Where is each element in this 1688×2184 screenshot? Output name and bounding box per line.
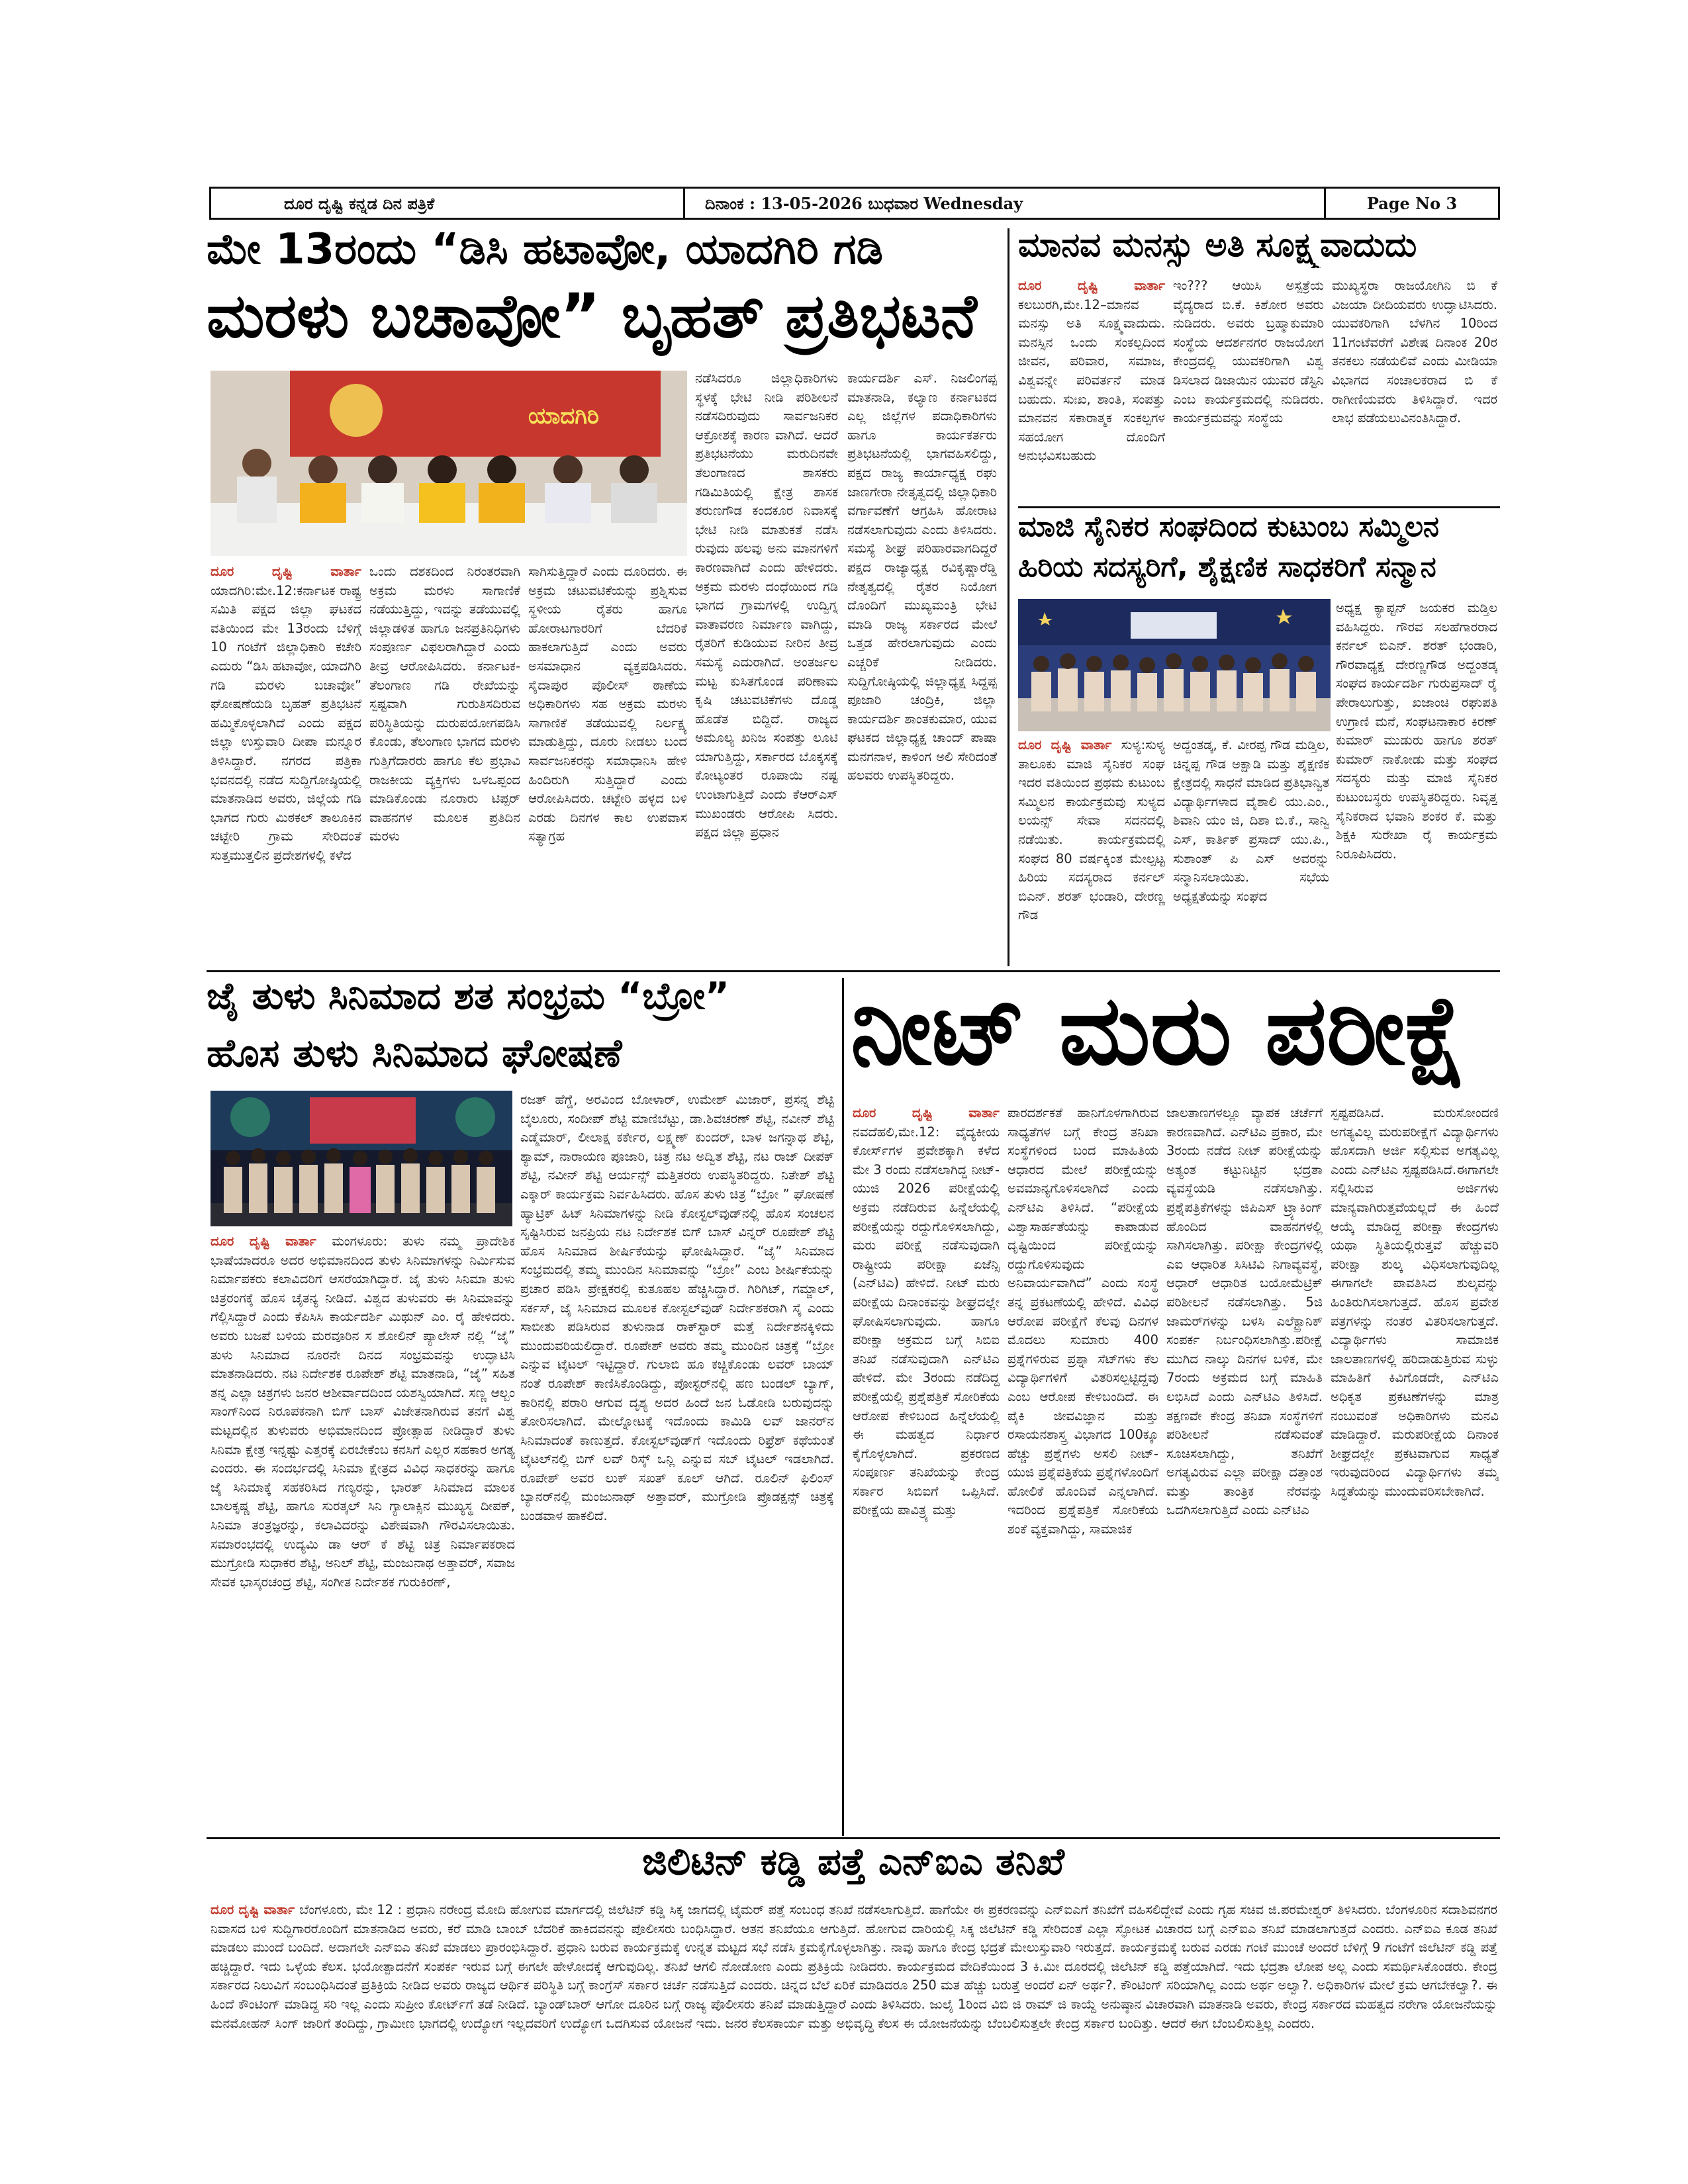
story4-headline-line2: ಹೊಸ ತುಳು ಸಿನಿಮಾದ ಘೋಷಣೆ	[207, 1034, 622, 1075]
story2-byline: ದೂರ ದೃಷ್ಟಿ ವಾರ್ತಾ	[1018, 278, 1165, 293]
section-divider	[207, 970, 1500, 972]
issue-date: ದಿನಾಂಕ : 13-05-2026 ಬುಧವಾರ Wednesday	[705, 193, 1023, 213]
banner-text: ಯಾದಗಿರಿ	[528, 403, 599, 430]
story2-column-c: ಮುಖ್ಯಸ್ಥರಾ ರಾಜಯೋಗಿನಿ ಬಿ ಕೆ ವಿಜಯಾ ದೀದಿಯವರು ಉದ್ಘಾಟಿಸಿದರು. ಯುವಕರಿಗಾಗಿ ಬೆಳಗಿನ 10ರಿಂದ 11ಗಂಟೆವರೆಗೆ ವಿಶೇಷ ದಿನಾಂಕ 20ರ ತನಕಲು ನಡೆಯಲಿವೆ ಎಂದು ಮೀಡಿಯಾ ವಿಭಾಗದ ಸಂಚಾಲಕರಾದ ಬಿ ಕೆ ರಾಗೀಣಿಯವರು ತಿಳಿಸಿದ್ದಾರೆ. ಇದರ ಲಾಭ ಪಡೆಯಲುವಿನಂತಿಸಿದ್ದಾರೆ.	[1332, 278, 1497, 426]
story3-headline-line2: ಹಿರಿಯ ಸದಸ್ಯರಿಗೆ, ಶೈಕ್ಷಣಿಕ ಸಾಧಕರಿಗೆ ಸನ್ಮಾನ	[1018, 553, 1436, 584]
story6-headline: ಜಿಲಿಟಿನ್ ಕಡ್ಡಿ ಪತ್ತೆ ಎನ್‌ಐಎ ತನಿಖೆ	[642, 1844, 1064, 1884]
press-meet-image	[211, 371, 687, 556]
story1-column-a: ನಡೆಸಿದರೂ ಜಿಲ್ಲಾಧಿಕಾರಿಗಳು ಸ್ಥಳಕ್ಕೆ ಭೇಟಿ ನೀಡಿ ಪರಿಶೀಲನೆ ನಡೆಸದಿರುವುದು ಸಾರ್ವಜನಿಕರ ಆಕ್ರೋಶಕ್ಕೆ ಕಾರಣ ವಾಗಿದೆ. ಆದರೆ ಪ್ರತಿಭಟನೆಯು ಮರುದಿನವೇ ತೆಲಂಗಾಣದ ಶಾಸಕರು ಗಡಿಮಿತಿಯಲ್ಲಿ ಕ್ಷೇತ್ರ ಶಾಸಕ ತರುಣಗೌಡ ಕಂದಕೂರ ನಿವಾಸಕ್ಕೆ ಭೇಟಿ ನೀಡಿ ಮಾತುಕತೆ ನಡೆಸಿ ರುವುದು ಹಲವು ಅನು ಮಾನಗಳಿಗೆ ಕಾರಣವಾಗಿದೆ ಎಂದು ಹೇಳಿದರು. ಅಕ್ರಮ ಮರಳು ದಂಧೆಯಿಂದ ಗಡಿ ಭಾಗದ ಗ್ರಾಮಗಳಲ್ಲಿ ಉದ್ವಿಗ್ನ ವಾತಾವರಣ ನಿರ್ಮಾಣ ವಾಗಿದ್ದು, ರೈತರಿಗೆ ಕುಡಿಯುವ ನೀರಿನ ತೀವ್ರ ಸಮಸ್ಯೆ ಎದುರಾಗಿದೆ. ಅಂತರ್ಜಲ ಮಟ್ಟ ಕುಸಿತಗೊಂಡ ಪರಿಣಾಮ ಕೃಷಿ ಚಟುವಟಿಕೆಗಳು ದೊಡ್ಡ ಹೊಡೆತ ಬಿದ್ದಿದೆ. ರಾಜ್ಯದ ಅಮೂಲ್ಯ ಖನಿಜ ಸಂಪತ್ತು ಲೂಟಿ ಯಾಗುತ್ತಿದ್ದು, ಸರ್ಕಾರದ ಬೊಕ್ಕಸಕ್ಕೆ ಕೋಟ್ಯಂತರ ರೂಪಾಯಿ ನಷ್ಟ ಉಂಟಾಗುತ್ತಿದೆ ಎಂದು ಕೆಆರ್‌ಎಸ್ ಮುಖಂಡರು ಆರೋಪಿ ಸಿದರು. ಪಕ್ಷದ ಜಿಲ್ಲಾ ಪ್ರಧಾನ	[695, 371, 838, 841]
story1-headline-line2: ಮರಳು ಬಚಾವೋ” ಬೃಹತ್ ಪ್ರತಿಭಟನೆ	[207, 286, 977, 351]
story4-byline: ದೂರ ದೃಷ್ಟಿ ವಾರ್ತಾ	[211, 1234, 332, 1249]
story3-column-c: ಅಧ್ಯಕ್ಷ ಕ್ಯಾಪ್ಟನ್ ಜಯಕರ ಮಡ್ತಿಲ ವಹಿಸಿದ್ದರು. ಗೌರವ ಸಲಹೆಗಾರರಾದ ಕರ್ನಲ್ ಬಿಎನ್. ಶರತ್ ಭಂಡಾರಿ, ಗೌರವಾಧ್ಯಕ್ಷ ದೇರಣ್ಣಗೌಡ ಅದ್ದಂತಡ್ಕ ಸಂಘದ ಕಾರ್ಯದರ್ಶಿ ಗುರುಪ್ರಸಾದ್ ರೈ ಪೇರಾಲುಗುತ್ತು, ಖಜಾಂಚಿ ರಘುಪತಿ ಉಗ್ರಾಣಿ ಮನೆ, ಸಂಘಟನಾಕಾರ ಕಿರಣ್ ಕುಮಾರ್ ಮುಡುರು ಹಾಗೂ ಶರತ್ ಕುಮಾರ್ ನಾಕೋಡು ಮತ್ತು ಸಂಘದ ಸದಸ್ಯರು ಮತ್ತು ಮಾಜಿ ಸೈನಿಕರ ಕುಟುಂಬಸ್ಥರು ಉಪಸ್ಥಿತರಿದ್ದರು. ನಿವೃತ್ತ ಸೈನಿಕರಾದ ಭವಾನಿ ಶಂಕರ ಕೆ. ಮತ್ತು ಶಿಕ್ಷಕಿ ಸುರೇಖಾ ರೈ ಕಾರ್ಯಕ್ರಮ ನಿರೂಪಿಸಿದರು.	[1336, 600, 1497, 862]
story1-column-d: ಒಂದು ದಶಕದಿಂದ ನಿರಂತರವಾಗಿ ಅಕ್ರಮ ಮರಳು ಸಾಗಾಣಿಕೆ ನಡೆಯುತ್ತಿದ್ದು, ಇದನ್ನು ತಡೆಯುವಲ್ಲಿ ಜಿಲ್ಲಾಡಳಿತ ಹಾಗೂ ಜನಪ್ರತಿನಿಧಿಗಳು ಸಂಪೂರ್ಣ ವಿಫಲರಾಗಿದ್ದಾರೆ ಎಂದು ತೀವ್ರ ಆರೋಪಿಸಿದರು. ಕರ್ನಾಟಕ-ತೆಲಂಗಾಣ ಗಡಿ ರೇಖೆಯನ್ನು ಸ್ಪಷ್ಟವಾಗಿ ಗುರುತಿಸದಿರುವ ಪರಿಸ್ಥಿತಿಯನ್ನು ದುರುಪಯೋಗಪಡಿಸಿ ಕೊಂಡು, ತೆಲಂಗಾಣ ಭಾಗದ ಮರಳು ಗುತ್ತಿಗೆದಾರರು ಹಾಗೂ ಕೆಲ ಪ್ರಭಾವಿ ರಾಜಕೀಯ ವ್ಯಕ್ತಿಗಳು ಒಳಒಪ್ಪಂದ ಮಾಡಿಕೊಂಡು ನೂರಾರು ಟಿಪ್ಪರ್ ವಾಹನಗಳ ಮೂಲಕ ಪ್ರತಿದಿನ ಮರಳು	[369, 564, 520, 844]
column-divider-2	[842, 978, 844, 1836]
story5-byline: ದೂರ ದೃಷ್ಟಿ ವಾರ್ತಾ	[853, 1105, 1000, 1120]
story3-column-b: ಅದ್ದಂತಡ್ಕ, ಕೆ. ವೀರಪ್ಪ ಗೌಡ ಮಡ್ತಿಲ, ಚಿನ್ನಪ್ಪ ಗೌಡ ಅಕ್ಷಾಡಿ ಮತ್ತು ಶೈಕ್ಷಣಿಕ ಕ್ಷೇತ್ರದಲ್ಲಿ ಸಾಧನೆ ಮಾಡಿದ ಪ್ರತಿಭಾನ್ವಿತ ವಿದ್ಯಾರ್ಥಿಗಳಾದ ವೈಶಾಲಿ ಯು.ಎಂ., ಶಿವಾನಿ ಯಂ ಜಿ, ದಿಶಾ ಬಿ.ಕೆ., ಸಾನ್ವಿ ಎಸ್, ಕಾರ್ತಿಕ್ ಪ್ರಸಾದ್ ಯು.ಪಿ., ಸುಶಾಂತ್ ಪಿ ಎಸ್ ಅವರನ್ನು ಸನ್ಮಾನಿಸಲಾಯಿತು. ಸಭೆಯ ಅಧ್ಯಕ್ಷತೆಯನ್ನು ಸಂಘದ	[1173, 737, 1329, 904]
page-number: Page No 3	[1324, 189, 1498, 218]
story3-photo	[1018, 599, 1331, 731]
story1-headline-line1: ಮೇ 13ರಂದು “ಡಿಸಿ ಹಟಾವೋ, ಯಾದಗಿರಿ ಗಡಿ	[207, 228, 883, 274]
story1-column-e: ಸಾಗಿಸುತ್ತಿದ್ದಾರೆ ಎಂದು ದೂರಿದರು. ಈ ಅಕ್ರಮ ಚಟುವಟಿಕೆಯನ್ನು ಪ್ರಶ್ನಿಸುವ ಸ್ಥಳೀಯ ರೈತರು ಹಾಗೂ ಹೋರಾಟಗಾರರಿಗೆ ಬೆದರಿಕೆ ಹಾಕಲಾಗುತ್ತಿದೆ ಎಂದು ಅವರು ಅಸಮಾಧಾನ ವ್ಯಕ್ತಪಡಿಸಿದರು. ಸೈದಾಪುರ ಪೊಲೀಸ್ ಠಾಣೆಯ ಅಧಿಕಾರಿಗಳು ಸಹ ಅಕ್ರಮ ಮರಳು ಸಾಗಾಣಿಕೆ ತಡೆಯುವಲ್ಲಿ ನಿರ್ಲಕ್ಷ್ಯ ಮಾಡುತ್ತಿದ್ದು, ದೂರು ನೀಡಲು ಬಂದ ಸಾರ್ವಜನಿಕರನ್ನು ಸಮಾಧಾನಿಸಿ ಹೇಳಿ ಹಿಂದಿರುಗಿ ಸುತ್ತಿದ್ದಾರೆ ಎಂದು ಆರೋಪಿಸಿದರು. ಚಟ್ಟೇರಿ ಹಳ್ಳದ ಬಳಿ ಎರಡು ದಿನಗಳ ಕಾಲ ಉಪವಾಸ ಸತ್ಯಾಗ್ರಹ	[528, 564, 687, 844]
story6-body: ದೂರ ದೃಷ್ಟಿ ವಾರ್ತಾ ಬೆಂಗಳೂರು, ಮೇ 12 : ಪ್ರಧಾನಿ ನರೇಂದ್ರ ಮೋದಿ ಹೋಗುವ ಮಾರ್ಗದಲ್ಲಿ ಜಿಲೆಟಿನ್ ಕಡ್ಡಿ ಸಿಕ್ಕ ಜಾಗದಲ್ಲಿ ಟೈಮರ್ ಪತ್ತೆ ಸಂಬಂಧ ತನಿಖೆ ನಡೆಸಲಾಗುತ್ತಿದೆ. ಹಾಗೆಯೇ ಈ ಪ್ರಕರಣವನ್ನು ಎನ್‌ಐಎಗೆ ತನಿಖೆಗೆ ವಹಿಸಲಿದ್ದೇವೆ ಎಂದು ಗೃಹ ಸಚಿವ ಜಿ.ಪರಮೇಶ್ವರ್ ತಿಳಿಸಿದರು. ಬೆಂಗಳೂರಿನ ಸದಾಶಿವನಗರ ನಿವಾಸದ ಬಳಿ ಸುದ್ದಿಗಾರರೊಂದಿಗೆ ಮಾತನಾಡಿದ ಅವರು, ಕರೆ ಮಾಡಿ ಬಾಂಬ್ ಬೆದರಿಕೆ ಹಾಕಿದವನನ್ನು ಪೊಲೀಸರು ಬಂಧಿಸಿದ್ದಾರೆ. ಆತನ ತನಿಖೆಯೂ ಆಗುತ್ತಿದೆ. ಹೋಗುವ ದಾರಿಯಲ್ಲಿ ಸಿಕ್ಕ ಜಿಲೆಟಿನ್ ಕಡ್ಡಿ ಸೇರಿದಂತೆ ಎಲ್ಲಾ ಸ್ಫೋಟಕ ವಿಚಾರದ ಬಗ್ಗೆ ಎನ್‌ಐಎ ತನಿಖೆ ಮಾಡಲಾಗುತ್ತದೆ ಎಂದರು. ಎನ್‌ಐಎ ಕೂಡ ತನಿಖೆ ಮಾಡಲು ಮುಂದೆ ಬಂದಿದೆ. ಅದಾಗಲೇ ಎನ್‌ಐಎ ತನಿಖೆ ಮಾಡಲು ಪ್ರಾರಂಭಿಸಿದ್ದಾರೆ. ಪ್ರಧಾನಿ ಬರುವ ಕಾರ್ಯಕ್ರಮಕ್ಕೆ ಉನ್ನತ ಮಟ್ಟದ ಸಭೆ ನಡೆಸಿ ಕ್ರಮಕೈಗೊಳ್ಳಲಾಗಿತ್ತು. ನಾವು ಹಾಗೂ ಕೇಂದ್ರ ಭದ್ರತೆ ಮೇಲುಸ್ತುವಾರಿ ಇರುತ್ತದೆ. ಕಾರ್ಯಕ್ರಮಕ್ಕೆ ಬರುವ ಎರಡು ಗಂಟೆ ಮುಂಚೆ ಅಂದರೆ ಬೆಳಿಗ್ಗೆ 9 ಗಂಟೆಗೆ ಜಿಲೆಟಿನ್ ಕಡ್ಡಿ ಪತ್ತೆ ಹಚ್ಚಿದ್ದಾರೆ. ಇದು ಒಳ್ಳೆಯ ಕೆಲಸ. ಭಯೋತ್ಪಾದನೆಗೆ ಸಂಪರ್ಕ ಇರುವ ಬಗ್ಗೆ ಈಗಲೇ ಹೇಳೋದಕ್ಕೆ ಆಗುವುದಿಲ್ಲ. ತನಿಖೆ ಆಗಲಿ ನೋಡೋಣ ಎಂದು ಪ್ರತಿಕ್ರಿಯೆ ನೀಡಿದರು. ಕಾರ್ಯಕ್ರಮದ ವೇದಿಕೆಯಿಂದ 3 ಕಿ.ಮೀ ದೂರದಲ್ಲಿ ಜಿಲೆಟಿನ್ ಕಡ್ಡಿ ಪತ್ತೆಯಾಗಿದೆ. ಇದು ಭದ್ರತಾ ಲೋಪ ಅಲ್ಲ ಎಂದು ಸಮರ್ಥಿಸಿಕೊಂಡರು. ಕೇಂದ್ರ ಸರ್ಕಾರದ ನಿಲುವಿಗೆ ಸಂಬಂಧಿಸಿದಂತೆ ಪ್ರತಿಕ್ರಿಯೆ ನೀಡಿದ ಅವರು ರಾಜ್ಯದ ಆರ್ಥಿಕ ಪರಿಸ್ಥಿತಿ ಬಗ್ಗೆ ಕಾಂಗ್ರೆಸ್ ಸರ್ಕಾರ ಚರ್ಚೆ ನಡೆಸುತ್ತಿದೆ ಎಂದರು. ಚಿನ್ನದ ಬೆಲೆ ಏರಿಕೆ ಮಾಡಿದರೂ 250 ಮತ ಹೆಚ್ಚು ಬರುತ್ತೆ ಅಂದರೆ ಏನ್ ಅರ್ಥ?. ಕೌಂಟಿಂಗ್ ಸರಿಯಾಗಿಲ್ಲ ಎಂದು ಅರ್ಥ ಅಲ್ವಾ?. ಅಧಿಕಾರಿಗಳ ಮೇಲೆ ಕ್ರಮ ಆಗಬೇಕಲ್ವಾ?. ಈ ಹಿಂದೆ ಕೌಂಟಿಂಗ್ ಮಾಡಿದ್ದ ಸರಿ ಇಲ್ಲ ಎಂದು ಸುಪ್ರೀಂ ಕೋರ್ಟ್‌ಗೆ ತಡೆ ನೀಡಿದೆ. ಬ್ಯಾಂಡ್‌ಬಾರ್ ಆಗೋ ದೂರಿನ ಬಗ್ಗೆ ರಾಜ್ಯ ಪೊಲೀಸರು ತನಿಖೆ ಮಾಡುತ್ತಿದ್ದಾರೆ ಎಂದು ತಿಳಿಸಿದರು. ಜುಲೈ 1ರಿಂದ ವಿಬಿ ಜಿ ರಾಮ್ ಜಿ ಕಾಯ್ದೆ ಅನುಷ್ಠಾನ ವಿಚಾರವಾಗಿ ಮಾತನಾಡಿ ಅವರು, ಕೇಂದ್ರ ಸರ್ಕಾರದ ಮಹತ್ವದ ನರೇಗಾ ಯೋಜನೆಯನ್ನು ಮನಮೋಹನ್ ಸಿಂಗ್ ಜಾರಿಗೆ ತಂದಿದ್ದು, ಗ್ರಾಮೀಣ ಭಾಗದಲ್ಲಿ ಉದ್ಯೋಗ ಇಲ್ಲದವರಿಗೆ ಉದ್ಯೋಗ ಒದಗಿಸುವ ಯೋಜನೆ ಇದು. ಜನರ ಕೆಲಸಕಾರ್ಯ ಮತ್ತು ಅಭಿವೃದ್ಧಿ ಕೆಲಸ ಈ ಯೋಜನೆಯನ್ನು ಬೆಂಬಲಿಸುತ್ತಲೇ ಕೇಂದ್ರ ಸರ್ಕಾರ ಬಂದಿತ್ತು. ಆದರೆ ಈಗ ಬೆಂಬಲಿಸುತ್ತಿಲ್ಲ ಎಂದರು.	[211, 1902, 1497, 2031]
story4-column-left: ದೂರ ದೃಷ್ಟಿ ವಾರ್ತಾ ಮಂಗಳೂರು: ತುಳು ನಮ್ಮ ಪ್ರಾದೇಶಿಕ ಭಾಷೆಯಾದರೂ ಅದರ ಅಭಿಮಾನದಿಂದ ತುಳು ಸಿನಿಮಾಗಳನ್ನು ನಿರ್ಮಿಸುವ ನಿರ್ಮಾಪಕರು ಕಲಾವಿದರಿಗೆ ಆಸರೆಯಾಗಿದ್ದಾರೆ. ಜೈ ತುಳು ಸಿನಿಮಾ ತುಳು ಚಿತ್ರರಂಗಕ್ಕೆ ಹೊಸ ಚೈತನ್ಯ ನೀಡಿದೆ. ವಿಶ್ವದ ತುಳುವರು ಈ ಸಿನಿಮಾವನ್ನು ಗೆಲ್ಲಿಸಿದ್ದಾರೆ ಎಂದು ಕೆಪಿಸಿಸಿ ಕಾರ್ಯದರ್ಶಿ ಮಿಥುನ್ ಎಂ. ರೈ ಹೇಳಿದರು. ಅವರು ಬಜಪೆ ಬಳಿಯ ಮರವೂರಿನ ಸ ಶೋಲಿನ್ ಪ್ಯಾಲೇಸ್ ನಲ್ಲಿ “ಜೈ” ತುಳು ಸಿನಿಮಾದ ನೂರನೇ ದಿನದ ಸಂಭ್ರಮವನ್ನು ಉದ್ಘಾಟಿಸಿ ಮಾತನಾಡಿದರು. ನಟ ನಿರ್ದೇಶಕ ರೂಪೇಶ್ ಶೆಟ್ಟಿ ಮಾತನಾಡಿ, “ಜೈ” ಸಹಿತ ತನ್ನ ಎಲ್ಲಾ ಚಿತ್ರಗಳು ಜನರ ಆಶೀರ್ವಾದದಿಂದ ಯಶಸ್ವಿಯಾಗಿದೆ. ಸಣ್ಣ ಆಲ್ಬಂ ಸಾಂಗ್‌ನಿಂದ ನಿರೂಪಕನಾಗಿ ಬಿಗ್ ಬಾಸ್ ವಿಜೇತನಾಗಿರುವ ತನಗೆ ವಿಶ್ವ ಮಟ್ಟದಲ್ಲಿನ ತುಳುವರು ಅಭಿಮಾನದಿಂದ ಪ್ರೋತ್ಸಾಹ ನೀಡಿದ್ದಾರೆ ತುಳು ಸಿನಿಮಾ ಕ್ಷೇತ್ರ ಇನ್ನಷ್ಟು ಎತ್ತರಕ್ಕೆ ಏರಬೇಕೆಂಬ ಕನಸಿಗೆ ಎಲ್ಲರ ಸಹಕಾರ ಅಗತ್ಯ ಎಂದರು. ಈ ಸಂದರ್ಭದಲ್ಲಿ ಸಿನಿಮಾ ಕ್ಷೇತ್ರದ ವಿವಿಧ ಸಾಧಕರನ್ನು ಹಾಗೂ ಜೈ ಸಿನಿಮಾಕ್ಕೆ ಸಹಕರಿಸಿದ ಗಣ್ಯರನ್ನು, ಭಾರತ್ ಸಿನಿಮಾದ ಮಾಲಕ ಬಾಲಕೃಷ್ಣ ಶೆಟ್ಟಿ, ಹಾಗೂ ಸುರತ್ಕಲ್ ಸಿನಿ ಗ್ಯಾಲಾಕ್ಸಿನ ಮುಖ್ಯಸ್ಥ ದೀಪಕ್, ಸಿನಿಮಾ ತಂತ್ರಜ್ಞರನ್ನು, ಕಲಾವಿದರನ್ನು ವಿಶೇಷವಾಗಿ ಗೌರವಿಸಲಾಯಿತು. ಸಮಾರಂಭದಲ್ಲಿ ಉದ್ಯಮಿ ಡಾ ಆರ್ ಕೆ ಶೆಟ್ಟಿ ಚಿತ್ರ ನಿರ್ಮಾಪಕರಾದ ಮುಗ್ರೋಡಿ ಸುಧಾಕರ ಶೆಟ್ಟಿ, ಅನಿಲ್ ಶೆಟ್ಟಿ, ಮಂಜುನಾಥ ಅತ್ತಾವರ್, ಸವಾಜ ಸೇವಕ ಭಾಸ್ಕರಚಂದ್ರ ಶೆಟ್ಟಿ, ಸಂಗೀತ ನಿರ್ದೇಶಕ ಗುರುಕಿರಣ್,	[211, 1234, 515, 1590]
story4-headline-line1: ಜೈ ತುಳು ಸಿನಿಮಾದ ಶತ ಸಂಭ್ರಮ “ಬ್ರೋ”	[207, 978, 729, 1018]
story1-photo	[211, 371, 687, 556]
section-divider-2	[207, 1837, 1500, 1839]
story2-column-a: ದೂರ ದೃಷ್ಟಿ ವಾರ್ತಾ ಕಲಬುರಗಿ,ಮೇ.12–ಮಾನವ ಮನಸ್ಸು ಅತಿ ಸೂಕ್ಷ್ಮವಾದುದು. ಮನಸ್ಸಿನ ಒಂದು ಸಂಕಲ್ಪದಿಂದ ಜೀವನ, ಪರಿವಾರ, ಸಮಾಜ, ವಿಶ್ವವನ್ನೇ ಪರಿವರ್ತನೆ ಮಾಡ ಬಹುದು. ಸುಃಖ, ಶಾಂತಿ, ಸಂಪತ್ತು ಮಾನವನ ಸಕಾರಾತ್ಮಕ ಸಂಕಲ್ಪಗಳ ಸಹಯೋಗ ದೊಂದಿಗೆ ಅನುಭವಿಸಬಹುದು	[1018, 278, 1165, 464]
cinema-event-image	[211, 1091, 512, 1226]
story3-headline-line1: ಮಾಜಿ ಸೈನಿಕರ ಸಂಘದಿಂದ ಕುಟುಂಬ ಸಮ್ಮಿಲನ	[1018, 513, 1439, 543]
story5-column-b: ಪಾರದರ್ಶಕತೆ ಹಾನಿಗೊಳಗಾಗಿರುವ ಸಾಧ್ಯತೆಗಳ ಬಗ್ಗೆ ಕೇಂದ್ರ ತನಿಖಾ ಸಂಸ್ಥೆಗಳಿಂದ ಬಂದ ಮಾಹಿತಿಯ ಆಧಾರದ ಮೇಲೆ ಪರೀಕ್ಷೆಯನ್ನು ಅವಮಾನ್ಯಗೊಳಿಸಲಾಗಿದೆ ಎಂದು ಎನ್‌ಟಿಎ ತಿಳಿಸಿದೆ. “ಪರೀಕ್ಷೆಯ ವಿಶ್ವಾಸಾರ್ಹತೆಯನ್ನು ಕಾಪಾಡುವ ದೃಷ್ಟಿಯಿಂದ ಪರೀಕ್ಷೆಯನ್ನು ರದ್ದುಗೊಳಿಸುವುದು ಅನಿವಾರ್ಯವಾಗಿದೆ” ಎಂದು ಸಂಸ್ಥೆ ತನ್ನ ಪ್ರಕಟಣೆಯಲ್ಲಿ ಹೇಳಿದೆ. ವಿವಿಧ ಆರೋಪ ಪರೀಕ್ಷೆಗೆ ಕೆಲವು ದಿನಗಳ ಮೊದಲು ಸುಮಾರು 400 ಪ್ರಶ್ನೆಗಳಿರುವ ಪ್ರಶ್ನಾ ಸೆಟ್‌ಗಳು ಕೆಲ ವಿದ್ಯಾರ್ಥಿಗಳಿಗೆ ವಿತರಿಸಲ್ಪಟ್ಟಿದ್ದವು ಎಂಬ ಆರೋಪ ಕೇಳಿಬಂದಿದೆ. ಈ ಪೈಕಿ ಜೀವವಿಜ್ಞಾನ ಮತ್ತು ರಸಾಯನಶಾಸ್ತ್ರ ವಿಭಾಗದ 100ಕ್ಕೂ ಹೆಚ್ಚು ಪ್ರಶ್ನೆಗಳು ಅಸಲಿ ನೀಟ್- ಯುಜಿ ಪ್ರಶ್ನೆಪತ್ರಿಕೆಯ ಪ್ರಶ್ನೆಗಳೊಂದಿಗೆ ಹೋಲಿಕೆ ಹೊಂದಿವೆ ಎನ್ನಲಾಗಿದೆ. ಇದರಿಂದ ಪ್ರಶ್ನೆಪತ್ರಿಕೆ ಸೋರಿಕೆಯ ಶಂಕೆ ವ್ಯಕ್ತವಾಗಿದ್ದು, ಸಾಮಾಜಿಕ	[1008, 1105, 1158, 1537]
story6-byline: ದೂರ ದೃಷ್ಟಿ ವಾರ್ತಾ	[211, 1902, 300, 1917]
story2-column-b: ಇಂ??? ಆಯಿಸಿ ಅಸ್ಪತ್ರೆಯ ವೈದ್ಯರಾದ ಬಿ.ಕೆ. ಕಿಶೋರ ಅವರು ನುಡಿದರು. ಅವರು ಬ್ರಹ್ಮಾಕುಮಾರಿ ಸಂಸ್ಥೆಯ ಆದರ್ಶನಗರ ರಾಜಯೋಗ ಕೇಂದ್ರದಲ್ಲಿ ಯುವಕರಿಗಾಗಿ ವಿಶ್ವ ಡಿಸಲಾದ ಡಿಜಾಯಿನ ಯುವರ ಡೆಸ್ಟಿನಿ ಎಂಬ ಕಾರ್ಯಕ್ರಮದಲ್ಲಿ ನುಡಿದರು. ಕಾರ್ಯಕ್ರಮವನ್ನು ಸಂಸ್ಥೆಯ	[1173, 278, 1324, 426]
story1-byline: ದೂರ ದೃಷ್ಟಿ ವಾರ್ತಾ	[211, 564, 361, 579]
story4-column-right: ರಜತ್ ಹೆಗ್ಡೆ, ಅರವಿಂದ ಬೋಳಾರ್, ಉಮೇಶ್ ಮಿಜಾರ್, ಪ್ರಸನ್ನ ಶೆಟ್ಟಿ ಬೈಲೂರು, ಸಂದೀಪ್ ಶೆಟ್ಟಿ ಮಾಣಿಬೆಟ್ಟು, ಡಾ.ಶಿವಚರಣ್ ಶೆಟ್ಟಿ, ನವೀನ್ ಶೆಟ್ಟಿ ಎಡ್ಮೆಮಾರ್, ಲೀಲಾಕ್ಷ ಕರ್ಕೇರ, ಲಕ್ಷ್ಮಣ್ ಕುಂದರ್, ಬಾಳ ಜಗನ್ನಾಥ ಶೆಟ್ಟಿ, ಶ್ಯಾಮ್, ನಾರಾಯಣ ಪೂಜಾರಿ, ಚಿತ್ರ ನಟ ಅದ್ವಿತ ಶೆಟ್ಟಿ, ನಟ ರಾಜ್ ದೀಪಕ್ ಶೆಟ್ಟಿ, ನವೀನ್ ಶೆಟ್ಟಿ ಆರ್ಯನ್ಸ್ ಮತ್ತಿತರರು ಉಪಸ್ಥಿತರಿದ್ದರು. ನಿತೇಶ್ ಶೆಟ್ಟಿ ಎಕ್ಕಾರ್ ಕಾರ್ಯಕ್ರಮ ನಿರ್ವಹಿಸಿದರು. ಹೊಸ ತುಳು ಚಿತ್ರ “ಬ್ರೋ ” ಘೋಷಣೆ ಹ್ಯಾಟ್ರಿಕ್ ಹಿಟ್ ಸಿನಿಮಾಗಳನ್ನು ನೀಡಿ ಕೋಸ್ಟಲ್‌ವುಡ್‌ನಲ್ಲಿ ಹೊಸ ಸಂಚಲನ ಸೃಷ್ಟಿಸಿರುವ ಜನಪ್ರಿಯ ನಟ ನಿರ್ದೇಶಕ ಬಿಗ್ ಬಾಸ್ ವಿನ್ನರ್ ರೂಪೇಶ್ ಶೆಟ್ಟಿ ಹೊಸ ಸಿನಿಮಾದ ಶೀರ್ಷಿಕೆಯನ್ನು ಘೋಷಿಸಿದ್ದಾರೆ. “ಜೈ” ಸಿನಿಮಾದ ಸಂಭ್ರಮದಲ್ಲಿ ತಮ್ಮ ಮುಂದಿನ ಸಿನಿಮಾವನ್ನು “ಬ್ರೋ” ಎಂಬ ಶೀರ್ಷಿಕೆಯನ್ನು ಪ್ರಚಾರ ಪಡಿಸಿ ಪ್ರೇಕ್ಷಕರಲ್ಲಿ ಕುತೂಹಲ ಹೆಚ್ಚಿಸಿದ್ದಾರೆ. ಗಿರಿಗಿಟ್, ಗಮ್ಜಾಲ್, ಸರ್ಕಸ್, ಜೈ ಸಿನಿಮಾದ ಮೂಲಕ ಕೋಸ್ಟಲ್‌ವುಡ್ ನಿರ್ದೇಶಕರಾಗಿ ಸೈ ಎಂದು ಸಾಬೀತು ಪಡಿಸಿರುವ ತುಳುನಾಡ ರಾಕ್‌ಸ್ಟಾರ್ ಮತ್ತೆ ನಿರ್ದೇಶನಕ್ಕಿಳಿದು ಮುಂದುವರಿಯಲಿದ್ದಾರೆ. ರೂಪೇಶ್ ಅವರು ತಮ್ಮ ಮುಂದಿನ ಚಿತ್ರಕ್ಕೆ “ಬ್ರೋ ಎನ್ನುವ ಟೈಟಲ್ ಇಟ್ಟಿದ್ದಾರೆ. ಗುಲಾಬಿ ಹೂ ಕಚ್ಚಿಕೊಂಡು ಲವರ್ ಬಾಯ್ ನಂತೆ ರೂಪೇಶ್ ಕಾಣಿಸಿಕೊಂಡಿದ್ದು, ಪೋಸ್ಟರ್‌ನಲ್ಲಿ ಹಣ ಬಂಡಲ್ ಬ್ಯಾಗ್, ಕಾರಿನಲ್ಲಿ ಪರಾರಿ ಆಗುವ ದೃಶ್ಯ ಅದರ ಹಿಂದೆ ಜನ ಓಡೋಡಿ ಬರುವುದನ್ನು ತೋರಿಸಲಾಗಿದೆ. ಮೇಲ್ನೋಟಕ್ಕೆ ಇದೊಂದು ಕಾಮಿಡಿ ಲವ್ ಜಾನರ್‌ನ ಸಿನಿಮಾದಂತೆ ಕಾಣುತ್ತದೆ. ಕೋಸ್ಟಲ್‌ವುಡ್‌ಗೆ ಇದೊಂದು ರಿಫ್ರೆಶ್ ಕಥೆಯಂತೆ ಟೈಟಲ್‌ನಲ್ಲಿ ಬಿಗ್ ಲವ್ ರಿಸ್ಕ್ ಒನ್ಲಿ ಎನ್ನುವ ಸಬ್ ಟೈಟಲ್ ಇಡಲಾಗಿದೆ. ರೂಪೇಶ್ ಅವರ ಲುಕ್ ಸಖತ್ ಕೂಲ್ ಆಗಿದೆ. ರೂಲಿನ್ ಫಿಲಿಂಸ್ ಬ್ಯಾನರ್‌ನಲ್ಲಿ ಮಂಜುನಾಥ್ ಅತ್ತಾವರ್, ಮುಗ್ರೋಡಿ ಪ್ರೊಡಕ್ಷನ್ಸ್ ಚಿತ್ರಕ್ಕೆ ಬಂಡವಾಳ ಹಾಕಲಿದೆ.	[520, 1092, 834, 1524]
story4-photo	[211, 1091, 512, 1226]
story5-column-c: ಜಾಲತಾಣಗಳಲ್ಲೂ ವ್ಯಾಪಕ ಚರ್ಚೆಗೆ ಕಾರಣವಾಗಿದೆ. ಎನ್‌ಟಿಎ ಪ್ರಕಾರ, ಮೇ 3ರಂದು ನಡೆದ ನೀಟ್ ಪರೀಕ್ಷೆಯನ್ನು ಅತ್ಯಂತ ಕಟ್ಟುನಿಟ್ಟಿನ ಭದ್ರತಾ ವ್ಯವಸ್ಥೆಯಡಿ ನಡೆಸಲಾಗಿತ್ತು. ಪ್ರಶ್ನೆಪತ್ರಿಕೆಗಳನ್ನು ಜಿಪಿಎಸ್ ಟ್ರ್ಯಾಕಿಂಗ್ ಹೊಂದಿದ ವಾಹನಗಳಲ್ಲಿ ಸಾಗಿಸಲಾಗಿತ್ತು. ಪರೀಕ್ಷಾ ಕೇಂದ್ರಗಳಲ್ಲಿ ಎಐ ಆಧಾರಿತ ಸಿಸಿಟಿವಿ ನಿಗಾವ್ಯವಸ್ಥೆ, ಆಧಾರ್ ಆಧಾರಿತ ಬಯೋಮೆಟ್ರಿಕ್ ಪರಿಶೀಲನೆ ನಡೆಸಲಾಗಿತ್ತು. 5ಜಿ ಜಾಮರ್‌ಗಳನ್ನು ಬಳಸಿ ಎಲೆಕ್ಟ್ರಾನಿಕ್ ಸಂಪರ್ಕ ನಿರ್ಬಂಧಿಸಲಾಗಿತ್ತು.ಪರೀಕ್ಷೆ ಮುಗಿದ ನಾಲ್ಕು ದಿನಗಳ ಬಳಿಕ, ಮೇ 7ರಂದು ಅಕ್ರಮದ ಬಗ್ಗೆ ಮಾಹಿತಿ ಲಭಿಸಿದೆ ಎಂದು ಎನ್‌ಟಿಎ ತಿಳಿಸಿದೆ. ತಕ್ಷಣವೇ ಕೇಂದ್ರ ತನಿಖಾ ಸಂಸ್ಥೆಗಳಿಗೆ ಪರಿಶೀಲನೆ ನಡೆಸುವಂತೆ ಸೂಚಿಸಲಾಗಿದ್ದು, ತನಿಖೆಗೆ ಅಗತ್ಯವಿರುವ ಎಲ್ಲಾ ಪರೀಕ್ಷಾ ದತ್ತಾಂಶ ಮತ್ತು ತಾಂತ್ರಿಕ ನೆರವನ್ನು ಒದಗಿಸಲಾಗುತ್ತಿದೆ ಎಂದು ಎನ್‌ಟಿಎ	[1166, 1105, 1323, 1518]
newspaper-name: ದೂರ ದೃಷ್ಟಿ ಕನ್ನಡ ದಿನ ಪತ್ರಿಕೆ	[211, 189, 685, 218]
story2-headline: ಮಾನವ ಮನಸ್ಸು ಅತಿ ಸೂಕ್ಷ್ಮವಾದುದು	[1018, 228, 1417, 264]
story3-column-a: ದೂರ ದೃಷ್ಟಿ ವಾರ್ತಾ ಸುಳ್ಯ:ಸುಳ್ಯ ತಾಲೂಕು ಮಾಜಿ ಸೈನಿಕರ ಸಂಘ ಇದರ ವತಿಯಿಂದ ಪ್ರಥಮ ಕುಟುಂಬ ಸಮ್ಮಿಲನ ಕಾರ್ಯಕ್ರಮವು ಸುಳ್ಯದ ಲಯನ್ಸ್ ಸೇವಾ ಸದನದಲ್ಲಿ ನಡೆಯಿತು. ಕಾರ್ಯಕ್ರಮದಲ್ಲಿ ಸಂಘದ 80 ವರ್ಷಕ್ಕಿಂತ ಮೇಲ್ಪಟ್ಟ ಹಿರಿಯ ಸದಸ್ಯರಾದ ಕರ್ನಲ್ ಬಿಎನ್. ಶರತ್ ಭಂಡಾರಿ, ದೇರಣ್ಣ ಗೌಡ	[1018, 737, 1165, 923]
story-separator	[1018, 506, 1500, 508]
story5-column-d: ಸ್ಪಷ್ಟಪಡಿಸಿದೆ. ಮರುಸೋಂದಣಿ ಅಗತ್ಯವಿಲ್ಲ ಮರುಪರೀಕ್ಷೆಗೆ ವಿದ್ಯಾರ್ಥಿಗಳು ಹೊಸದಾಗಿ ಅರ್ಜಿ ಸಲ್ಲಿಸುವ ಅಗತ್ಯವಿಲ್ಲ ಎಂದು ಎನ್‌ಟಿಎ ಸ್ಪಷ್ಟಪಡಿಸಿದೆ.ಈಗಾಗಲೇ ಸಲ್ಲಿಸಿರುವ ಅರ್ಜಿಗಳು ಮಾನ್ಯವಾಗಿರುತ್ತವೆಯಲ್ಲದೆ ಈ ಹಿಂದೆ ಆಯ್ಕೆ ಮಾಡಿದ್ದ ಪರೀಕ್ಷಾ ಕೇಂದ್ರಗಳು ಯಥಾ ಸ್ಥಿತಿಯಲ್ಲಿರುತ್ತವೆ ಹೆಚ್ಚುವರಿ ಪರೀಕ್ಷಾ ಶುಲ್ಕ ವಿಧಿಸಲಾಗುವುದಿಲ್ಲ ಈಗಾಗಲೇ ಪಾವತಿಸಿದ ಶುಲ್ಕವನ್ನು ಹಿಂತಿರುಗಿಸಲಾಗುತ್ತದೆ. ಹೊಸ ಪ್ರವೇಶ ಪತ್ರಗಳನ್ನು ನಂತರ ವಿತರಿಸಲಾಗುತ್ತದೆ. ವಿದ್ಯಾರ್ಥಿಗಳು ಸಾಮಾಜಿಕ ಜಾಲತಾಣಗಳಲ್ಲಿ ಹರಿದಾಡುತ್ತಿರುವ ಸುಳ್ಳು ಮಾಹಿತಿಗೆ ಕಿವಿಗೊಡದೇ, ಎನ್‌ಟಿಎ ಅಧಿಕೃತ ಪ್ರಕಟಣೆಗಳನ್ನು ಮಾತ್ರ ನಂಬುವಂತೆ ಅಧಿಕಾರಿಗಳು ಮನವಿ ಮಾಡಿದ್ದಾರೆ. ಮರುಪರೀಕ್ಷೆಯ ದಿನಾಂಕ ಶೀಘ್ರದಲ್ಲೇ ಪ್ರಕಟವಾಗುವ ಸಾಧ್ಯತೆ ಇರುವುದರಿಂದ ವಿದ್ಯಾರ್ಥಿಗಳು ತಮ್ಮ ಸಿದ್ಧತೆಯನ್ನು ಮುಂದುವರಿಸಬೇಕಾಗಿದೆ.	[1331, 1105, 1499, 1499]
group-photo-image	[1018, 599, 1331, 731]
column-divider	[1008, 228, 1009, 966]
story3-byline: ದೂರ ದೃಷ್ಟಿ ವಾರ್ತಾ	[1018, 737, 1121, 752]
page-header	[209, 187, 1500, 220]
story5-headline: ನೀಟ್ ಮರು ಪರೀಕ್ಷೆ	[851, 983, 1467, 1087]
story1-column-c: ದೂರ ದೃಷ್ಟಿ ವಾರ್ತಾ ಯಾದಗಿರಿ:ಮೇ.12:ಕರ್ನಾಟಕ ರಾಷ್ಟ್ರ ಸಮಿತಿ ಪಕ್ಷದ ಜಿಲ್ಲಾ ಘಟಕದ ವತಿಯಿಂದ ಮೇ 13ರಂದು ಬೆಳಿಗ್ಗೆ 10 ಗಂಟೆಗೆ ಜಿಲ್ಲಾಧಿಕಾರಿ ಕಚೇರಿ ಎದುರು “ಡಿಸಿ ಹಟಾವೋ, ಯಾದಗಿರಿ ಗಡಿ ಮರಳು ಬಚಾವೋ” ಘೋಷಣೆಯಡಿ ಬೃಹತ್ ಪ್ರತಿಭಟನೆ ಹಮ್ಮಿಕೊಳ್ಳಲಾಗಿದೆ ಎಂದು ಪಕ್ಷದ ಜಿಲ್ಲಾ ಉಸ್ತುವಾರಿ ದೀಪಾ ಮನ್ನೂರ ತಿಳಿಸಿದ್ದಾರೆ. ನಗರದ ಪತ್ರಿಕಾ ಭವನದಲ್ಲಿ ನಡೆದ ಸುದ್ದಿಗೋಷ್ಠಿಯಲ್ಲಿ ಮಾತನಾಡಿದ ಅವರು, ಜಿಲ್ಲೆಯ ಗಡಿ ಭಾಗದ ಗುರು ಮಿಠಕಲ್ ತಾಲೂಕಿನ ಚಟ್ಟೇರಿ ಗ್ರಾಮ ಸೇರಿದಂತೆ ಸುತ್ತಮುತ್ತಲಿನ ಪ್ರದೇಶಗಳಲ್ಲಿ ಕಳೆದ	[211, 564, 361, 863]
story1-column-b: ಕಾರ್ಯದರ್ಶಿ ಎಸ್. ನಿಜಲಿಂಗಪ್ಪ ಮಾತನಾಡಿ, ಕಲ್ಯಾಣ ಕರ್ನಾಟಕದ ಎಲ್ಲ ಜಿಲ್ಲೆಗಳ ಪದಾಧಿಕಾರಿಗಳು ಹಾಗೂ ಕಾರ್ಯಕರ್ತರು ಪ್ರತಿಭಟನೆಯಲ್ಲಿ ಭಾಗವಹಿಸಲಿದ್ದು, ಪಕ್ಷದ ರಾಜ್ಯ ಕಾರ್ಯಾಧ್ಯಕ್ಷ ರಘು ಜಾಣಗೇರಾ ನೇತೃತ್ವದಲ್ಲಿ ಜಿಲ್ಲಾಧಿಕಾರಿ ವರ್ಗಾವಣೆಗೆ ಆಗ್ರಹಿಸಿ ಹೋರಾಟ ನಡೆಸಲಾಗುವುದು ಎಂದು ತಿಳಿಸಿದರು. ಸಮಸ್ಯೆ ಶೀಘ್ರ ಪರಿಹಾರವಾಗದಿದ್ದರೆ ಪಕ್ಷದ ರಾಜ್ಯಾಧ್ಯಕ್ಷ ರವಿಕೃಷ್ಣಾರೆಡ್ಡಿ ನೇತೃತ್ವದಲ್ಲಿ ರೈತರ ನಿಯೋಗ ದೊಂದಿಗೆ ಮುಖ್ಯಮಂತ್ರಿ ಭೇಟಿ ಮಾಡಿ ರಾಜ್ಯ ಸರ್ಕಾರದ ಮೇಲೆ ಒತ್ತಡ ಹೇರಲಾಗುವುದು ಎಂದು ಎಚ್ಚರಿಕೆ ನೀಡಿದರು. ಸುದ್ದಿಗೋಷ್ಠಿಯಲ್ಲಿ ಜಿಲ್ಲಾಧ್ಯಕ್ಷ ಸಿದ್ದಪ್ಪ ಪೂಜಾರಿ ಚಂದ್ರಿಕಿ, ಜಿಲ್ಲಾ ಕಾರ್ಯದರ್ಶಿ ಶಾಂತಕುಮಾರ, ಯುವ ಘಟಕದ ಜಿಲ್ಲಾಧ್ಯಕ್ಷ ಚಾಂದ್ ಪಾಷಾ ಮನಗನಾಳ, ಕಾಳಿಂಗ ಅಲಿ ಸೇರಿದಂತೆ ಹಲವರು ಉಪಸ್ಥಿತರಿದ್ದರು.	[847, 371, 997, 784]
story5-column-a: ದೂರ ದೃಷ್ಟಿ ವಾರ್ತಾ ನವದೆಹಲಿ,ಮೇ.12: ವೈದ್ಯಕೀಯ ಕೋರ್ಸ್‌ಗಳ ಪ್ರವೇಶಕ್ಕಾಗಿ ಕಳೆದ ಮೇ 3 ರಂದು ನಡೆಸಲಾಗಿದ್ದ ನೀಟ್-ಯುಜಿ 2026 ಪರೀಕ್ಷೆಯಲ್ಲಿ ಅಕ್ರಮ ನಡೆದಿರುವ ಹಿನ್ನೆಲೆಯಲ್ಲಿ ಪರೀಕ್ಷೆಯನ್ನು ರದ್ದುಗೊಳಿಸಲಾಗಿದ್ದು, ಮರು ಪರೀಕ್ಷೆ ನಡೆಸುವುದಾಗಿ ರಾಷ್ಟ್ರೀಯ ಪರೀಕ್ಷಾ ಏಜೆನ್ಸಿ (ಎನ್‌ಟಿಎ) ಹೇಳಿದೆ. ನೀಟ್ ಮರು ಪರೀಕ್ಷೆಯ ದಿನಾಂಕವನ್ನು ಶೀಘ್ರದಲ್ಲೇ ಘೋಷಿಸಲಾಗುವುದು. ಹಾಗೂ ಪರೀಕ್ಷಾ ಅಕ್ರಮದ ಬಗ್ಗೆ ಸಿಬಿಐ ತನಿಖೆ ನಡೆಸುವುದಾಗಿ ಎನ್‌ಟಿಎ ಹೇಳಿದೆ. ಮೇ 3ರಂದು ನಡೆದಿದ್ದ ಪರೀಕ್ಷೆಯಲ್ಲಿ ಪ್ರಶ್ನೆಪತ್ರಿಕೆ ಸೋರಿಕೆಯ ಆರೋಪ ಕೇಳಿಬಂದ ಹಿನ್ನೆಲೆಯಲ್ಲಿ ಈ ಮಹತ್ವದ ನಿರ್ಧಾರ ಕೈಗೊಳ್ಳಲಾಗಿದೆ. ಪ್ರಕರಣದ ಸಂಪೂರ್ಣ ತನಿಖೆಯನ್ನು ಕೇಂದ್ರ ಸರ್ಕಾರ ಸಿಬಿಐಗೆ ಒಪ್ಪಿಸಿದೆ. ಪರೀಕ್ಷೆಯ ಪಾವಿತ್ರ್ಯ ಮತ್ತು	[853, 1105, 1000, 1518]
